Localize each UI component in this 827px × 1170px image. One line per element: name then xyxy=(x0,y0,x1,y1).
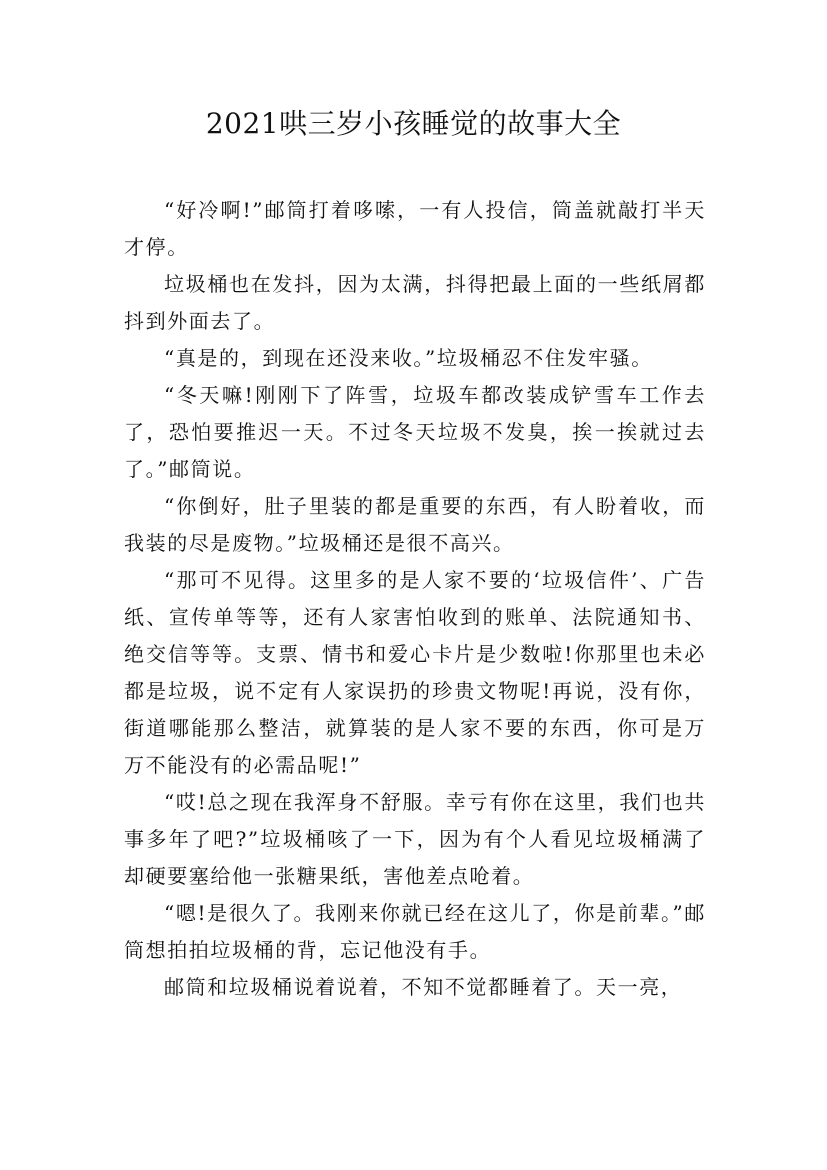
paragraph: “那可不见得。这里多的是人家不要的‘垃圾信件’、广告纸、宣传单等等，还有人家害怕收到的账单、法院通知书、绝交信等等。支票、情书和爱心卡片是少数啦!你那里也未必都是垃圾，说不定有人家误扔的珍贵文物呢!再说，没有你，街道哪能那么整洁，就算装的是人家不要的东西，你可是万万不能没有的必需品呢!” xyxy=(124,568,706,777)
paragraph: “冬天嘛!刚刚下了阵雪，垃圾车都改装成铲雪车工作去了，恐怕要推迟一天。不过冬天垃圾不发臭，挨一挨就过去了。”邮筒说。 xyxy=(124,383,706,481)
document-title: 2021哄三岁小孩睡觉的故事大全 xyxy=(205,107,622,140)
paragraph: “嗯!是很久了。我刚来你就已经在这儿了，你是前辈。”邮筒想拍拍垃圾桶的背，忘记他没有手。 xyxy=(124,901,706,962)
paragraph: “你倒好，肚子里装的都是重要的东西，有人盼着收，而我装的尽是废物。”垃圾桶还是很不高兴。 xyxy=(124,494,706,555)
document-body xyxy=(124,192,706,1006)
paragraph: “真是的，到现在还没来收。”垃圾桶忍不住发牢骚。 xyxy=(164,346,653,370)
paragraph: “好冷啊!”邮筒打着哆嗦，一有人投信，筒盖就敲打半天才停。 xyxy=(124,198,706,259)
paragraph: 邮筒和垃圾桶说着说着，不知不觉都睡着了。天一亮， xyxy=(164,975,683,999)
paragraph: “哎!总之现在我浑身不舒服。幸亏有你在这里，我们也共事多年了吧?”垃圾桶咳了一下，因为有个人看见垃圾桶满了却硬要塞给他一张糖果纸，害他差点呛着。 xyxy=(124,790,706,888)
paragraph: 垃圾桶也在发抖，因为太满，抖得把最上面的一些纸屑都抖到外面去了。 xyxy=(124,272,706,333)
